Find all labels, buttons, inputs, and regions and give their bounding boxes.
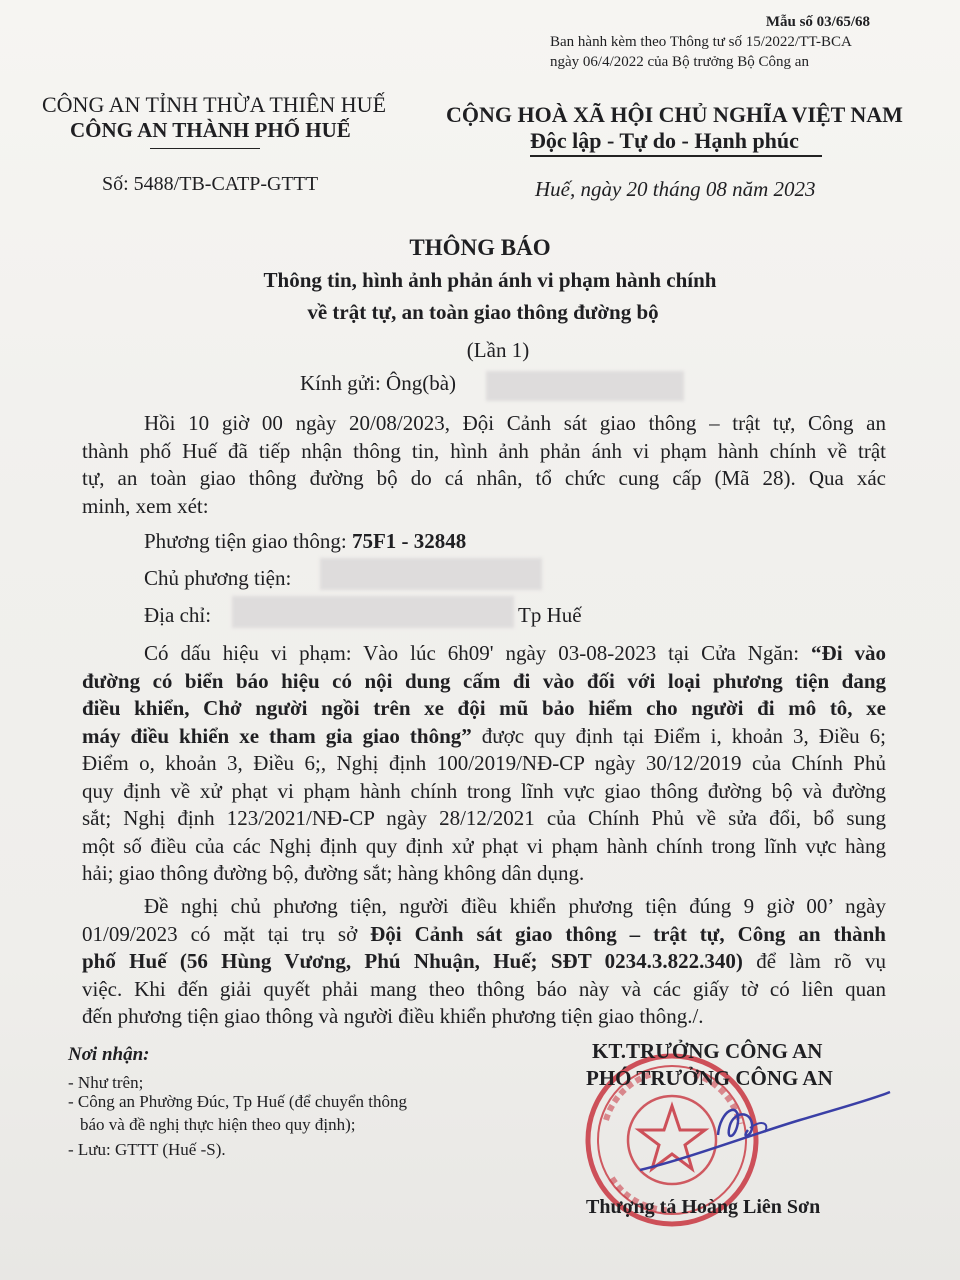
notice-subtitle-1: Thông tin, hình ảnh phản ánh vi phạm hành chính: [263, 268, 717, 292]
intro-line: Hồi 10 giờ 00 ngày 20/08/2023, Đội Cảnh sát giao thông – trật tự, Công an: [144, 411, 886, 435]
agency-parent: CÔNG AN TỈNH THỪA THIÊN HUẾ: [42, 92, 387, 117]
redacted-recipient-name: [486, 371, 684, 401]
violation-paragraph: [82, 640, 886, 888]
redacted-address: [232, 596, 514, 628]
document-number: Số: 5488/TB-CATP-GTTT: [102, 173, 319, 195]
form-number: Mẫu số 03/65/68: [765, 14, 870, 30]
violation-line: Có dấu hiệu vi phạm: Vào lúc 6h09' ngày 03-08-2023 tại Cửa Ngăn: “Đi vào: [144, 641, 886, 665]
request-line: việc. Khi đến giải quyết phải mang theo thông báo này và các giấy tờ có liên quan: [82, 976, 886, 1001]
handwritten-signature: [600, 1080, 900, 1180]
notice-subtitle-2: về trật tự, an toàn giao thông đường bộ: [307, 300, 659, 324]
place-date: Huế, ngày 20 tháng 08 năm 2023: [535, 177, 816, 201]
violation-line: quy định về xử phạt vi phạm hành chính trong lĩnh vực giao thông đường bộ và đường: [82, 778, 886, 803]
intro-line: thành phố Huế đã tiếp nhận thông tin, hình ảnh phản ánh vi phạm hành chính về trật: [82, 438, 886, 463]
notice-round: (Lần 1): [466, 338, 530, 362]
motto-underline: [530, 155, 822, 157]
request-line: đến phương tiện giao thông và người điều khiển phương tiện giao thông./.: [82, 1004, 704, 1028]
issued-date: ngày 06/4/2022 của Bộ trưởng Bộ Công an: [550, 54, 809, 70]
recipient-label: Kính gửi: Ông(bà): [300, 371, 457, 395]
address-city: Tp Huế: [518, 603, 582, 627]
national-motto: Độc lập - Tự do - Hạnh phúc: [530, 128, 799, 153]
agency-name: CÔNG AN THÀNH PHỐ HUẾ: [70, 118, 351, 142]
owner-label: Chủ phương tiện:: [144, 566, 292, 590]
violation-line: một số điều của các Nghị định quy định xử phạt vi phạm hành chính trong lĩnh vực hàng: [82, 833, 886, 858]
national-title: CỘNG HOÀ XÃ HỘI CHỦ NGHĨA VIỆT NAM: [446, 102, 903, 127]
intro-paragraph: [82, 410, 886, 520]
violation-line: điều khiển, Chở người ngồi trên xe đội mũ bảo hiểm cho người đi mô tô, xe: [82, 696, 886, 720]
vehicle-plate: 75F1 - 32848: [351, 529, 467, 553]
recipient-item: báo và đề nghị thực hiện theo quy định);: [80, 1115, 356, 1134]
request-line: 01/09/2023 có mặt tại trụ sở Đội Cảnh sát giao thông – trật tự, Công an thành: [82, 921, 886, 946]
recipients-title: Nơi nhận:: [68, 1044, 150, 1065]
redacted-owner: [320, 558, 542, 590]
form-reference: [540, 12, 870, 72]
violation-line: Điểm o, khoản 3, Điều 6;, Nghị định 100/2019/NĐ-CP ngày 30/12/2019 của Chính Phủ: [82, 751, 886, 775]
request-line: phố Huế (56 Hùng Vương, Phú Nhuận, Huế; SĐT 0234.3.822.340) để làm rõ vụ: [82, 949, 886, 973]
request-paragraph: [82, 893, 886, 1031]
violation-line: máy điều khiển xe tham gia giao thông” được quy định tại Điểm i, khoản 3, Điều 6;: [82, 723, 886, 748]
violation-line: sắt; Nghị định 123/2021/NĐ-CP ngày 28/12/2021 của Chính Phủ về sửa đổi, bổ sung: [82, 806, 886, 830]
issued-with: Ban hành kèm theo Thông tư số 15/2022/TT-BCA: [550, 34, 852, 50]
recipient-item: - Như trên;: [68, 1073, 144, 1092]
intro-line: tự, an toàn giao thông đường bộ do cá nhân, tổ chức cung cấp (Mã 28). Qua xác: [82, 466, 886, 490]
vehicle-label: Phương tiện giao thông:: [144, 529, 352, 553]
recipient-item: - Lưu: GTTT (Huế -S).: [68, 1140, 226, 1159]
address-label: Địa chỉ:: [144, 603, 212, 627]
request-line: Đề nghị chủ phương tiện, người điều khiển phương tiện đúng 9 giờ 00’ ngày: [144, 894, 886, 918]
signer-name: Thượng tá Hoàng Liên Sơn: [586, 1196, 821, 1218]
recipient-item: - Công an Phường Đúc, Tp Huế (để chuyển thông: [68, 1092, 407, 1111]
signature-title-2: PHÓ TRƯỞNG CÔNG AN: [586, 1066, 833, 1090]
vehicle-line: [144, 529, 466, 554]
violation-line: hải; giao thông đường bộ, đường sắt; hàng không dân dụng.: [82, 861, 585, 885]
signature-title-1: KT.TRƯỞNG CÔNG AN: [592, 1039, 823, 1063]
notice-title: THÔNG BÁO: [409, 235, 551, 260]
intro-line: minh, xem xét:: [82, 493, 209, 518]
violation-line: đường có biển báo hiệu có nội dung cấm đi vào đối với loại phương tiện đang: [82, 668, 886, 693]
agency-underline: [150, 148, 260, 149]
